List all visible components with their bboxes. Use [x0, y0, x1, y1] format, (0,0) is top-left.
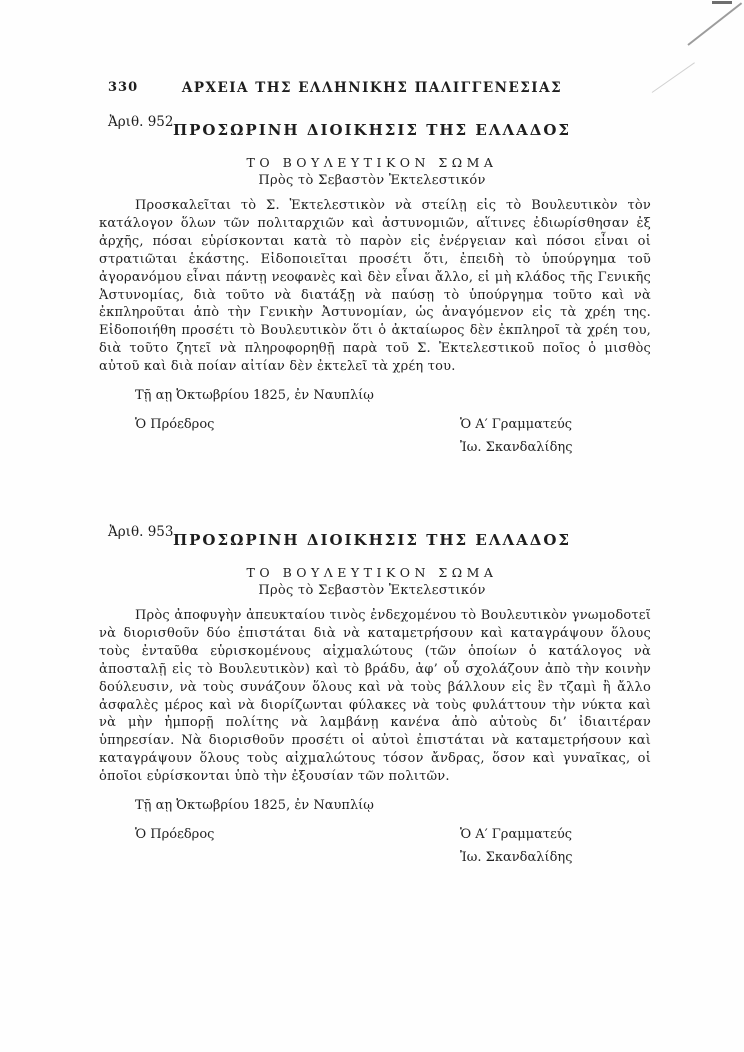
doc-body-heading: ΤΟ ΒΟΥΛΕΥΤΙΚΟΝ ΣΩΜΑ: [246, 565, 498, 580]
doc-title: ΠΡΟΣΩΡΙΝΗ ΔΙΟΙΚΗΣΙΣ ΤΗΣ ΕΛΛΑΔΟΣ: [172, 121, 572, 139]
doc-signatures: [0, 821, 744, 873]
page-number: 330: [108, 80, 139, 95]
doc-number: Ἀριθ. 952: [108, 114, 174, 130]
signature-secretary-title: Ὁ Α′ Γραμματεύς: [460, 827, 573, 843]
doc-dateline: Τῇ αῃ Ὀκτωβρίου 1825, ἐν Ναυπλίῳ: [135, 798, 374, 814]
pencil-scratch-dash: [712, 1, 732, 4]
document-953: [0, 522, 744, 873]
doc-signatures: [0, 411, 744, 463]
doc-body-paragraph: Προσκαλεῖται τὸ Σ. Ἐκτελεστικὸν νὰ στείλῃ εἰς τὸ Βουλευτικὸν τὸν κατάλογον ὅλων τῶν πολιταρχιῶν καὶ ἀστυνομιῶν, αἵτινες ἐδιωρίσθησαν ἐξ ἀρχῆς, πόσαι εὑρίσκονται κατὰ τὸ παρὸν εἰς ἐνέργειαν καὶ πόσοι εἶναι οἱ στρατιῶται ἑκάστης. Εἰδοποιεῖται προσέτι ὅτι, ἐπειδὴ τὸ ὑπούργημα τοῦ ἀγορανόμου εἶναι πάντῃ νεοφανὲς καὶ δὲν εἶναι ἄλλο, εἰ μὴ κλάδος τῆς Γενικῆς Ἀστυνομίας, διὰ τοῦτο νὰ διατάξῃ νὰ παύσῃ τὸ ὑπούργημα τοῦτο καὶ νὰ ἐκπληροῦται ἀπὸ τὴν Γενικὴν Ἀστυνομίαν, ὡς ἀναγόμενον εἰς τὰ χρέη της. Εἰδοποιήθη προσέτι τὸ Βουλευτικὸν ὅτι ὁ ἀκταίωρος δὲν ἐκπληροῖ τὰ χρέη του, διὰ τοῦτο ζητεῖ νὰ πληροφορηθῇ παρὰ τοῦ Σ. Ἐκτελεστικοῦ ποῖος ὁ μισθὸς αὐτοῦ καὶ διὰ ποίαν αἰτίαν δὲν ἐκτελεῖ τὰ χρέη του.: [99, 198, 651, 375]
doc-title: ΠΡΟΣΩΡΙΝΗ ΔΙΟΙΚΗΣΙΣ ΤΗΣ ΕΛΛΑΔΟΣ: [172, 531, 572, 549]
signature-president: Ὁ Πρόεδρος: [135, 827, 215, 843]
pencil-scratch-mark: [687, 2, 742, 45]
signature-secretary: [460, 823, 572, 869]
doc-body-heading: ΤΟ ΒΟΥΛΕΥΤΙΚΟΝ ΣΩΜΑ: [246, 155, 498, 170]
doc-addressee: Πρὸς τὸ Σεβαστὸν Ἐκτελεστικόν: [258, 583, 486, 598]
signature-president: Ὁ Πρόεδρος: [135, 417, 215, 433]
doc-body-paragraph: Πρὸς ἀποφυγὴν ἀπευκταίου τινὸς ἐνδεχομένου τὸ Βουλευτικὸν γνωμοδοτεῖ νὰ διορισθοῦν δύο ἐπιστάται διὰ νὰ καταμετρήσουν καὶ καταγράψουν ὅλους τοὺς ἐνταῦθα εὑρισκομένους αἰχμαλώτους (τῶν ὁποίων ὁ κατάλογος νὰ ἀποσταλῇ εἰς τὸ Βουλευτικὸν) καὶ τὸ βράδυ, ἀφ’ οὗ σχολάζουν ἀπὸ τὴν κοινὴν δούλευσιν, νὰ τοὺς συνάζουν ὅλους καὶ νὰ τοὺς βάλλουν εἰς ἓν τζαμὶ ἢ ἄλλο ἀσφαλὲς μέρος καὶ νὰ διορίζωνται φύλακες νὰ τοὺς φυλάττουν τὴν νύκτα καὶ νὰ μὴν ἠμπορῇ πολίτης νὰ λαμβάνῃ κανένα ἀπὸ αὐτοὺς δι’ ἰδιαιτέραν ὑπηρεσίαν. Νὰ διορισθοῦν προσέτι οἱ αὐτοὶ ἐπιστάται νὰ καταμετρήσουν καὶ καταγράψουν ὅλους τοὺς αἰχμαλώτους τόσον ἄνδρας, ὅσον καὶ γυναῖκας, οἱ ὁποῖοι εὑρίσκονται ὑπὸ τὴν ἐξουσίαν τῶν πολιτῶν.: [99, 608, 651, 785]
running-header-title: ΑΡΧΕΙΑ ΤΗΣ ΕΛΛΗΝΙΚΗΣ ΠΑΛΙΓΓΕΝΕΣΙΑΣ: [181, 80, 563, 96]
doc-addressee: Πρὸς τὸ Σεβαστὸν Ἐκτελεστικόν: [258, 173, 486, 188]
signature-secretary: [460, 413, 572, 459]
document-952: [0, 112, 744, 463]
doc-number: Ἀριθ. 953: [108, 524, 174, 540]
signature-secretary-name: Ἰω. Σκανδαλίδης: [460, 440, 573, 456]
signature-secretary-title: Ὁ Α′ Γραμματεύς: [460, 417, 573, 433]
doc-dateline: Τῇ αῃ Ὀκτωβρίου 1825, ἐν Ναυπλίῳ: [135, 388, 374, 404]
signature-secretary-name: Ἰω. Σκανδαλίδης: [460, 850, 573, 866]
